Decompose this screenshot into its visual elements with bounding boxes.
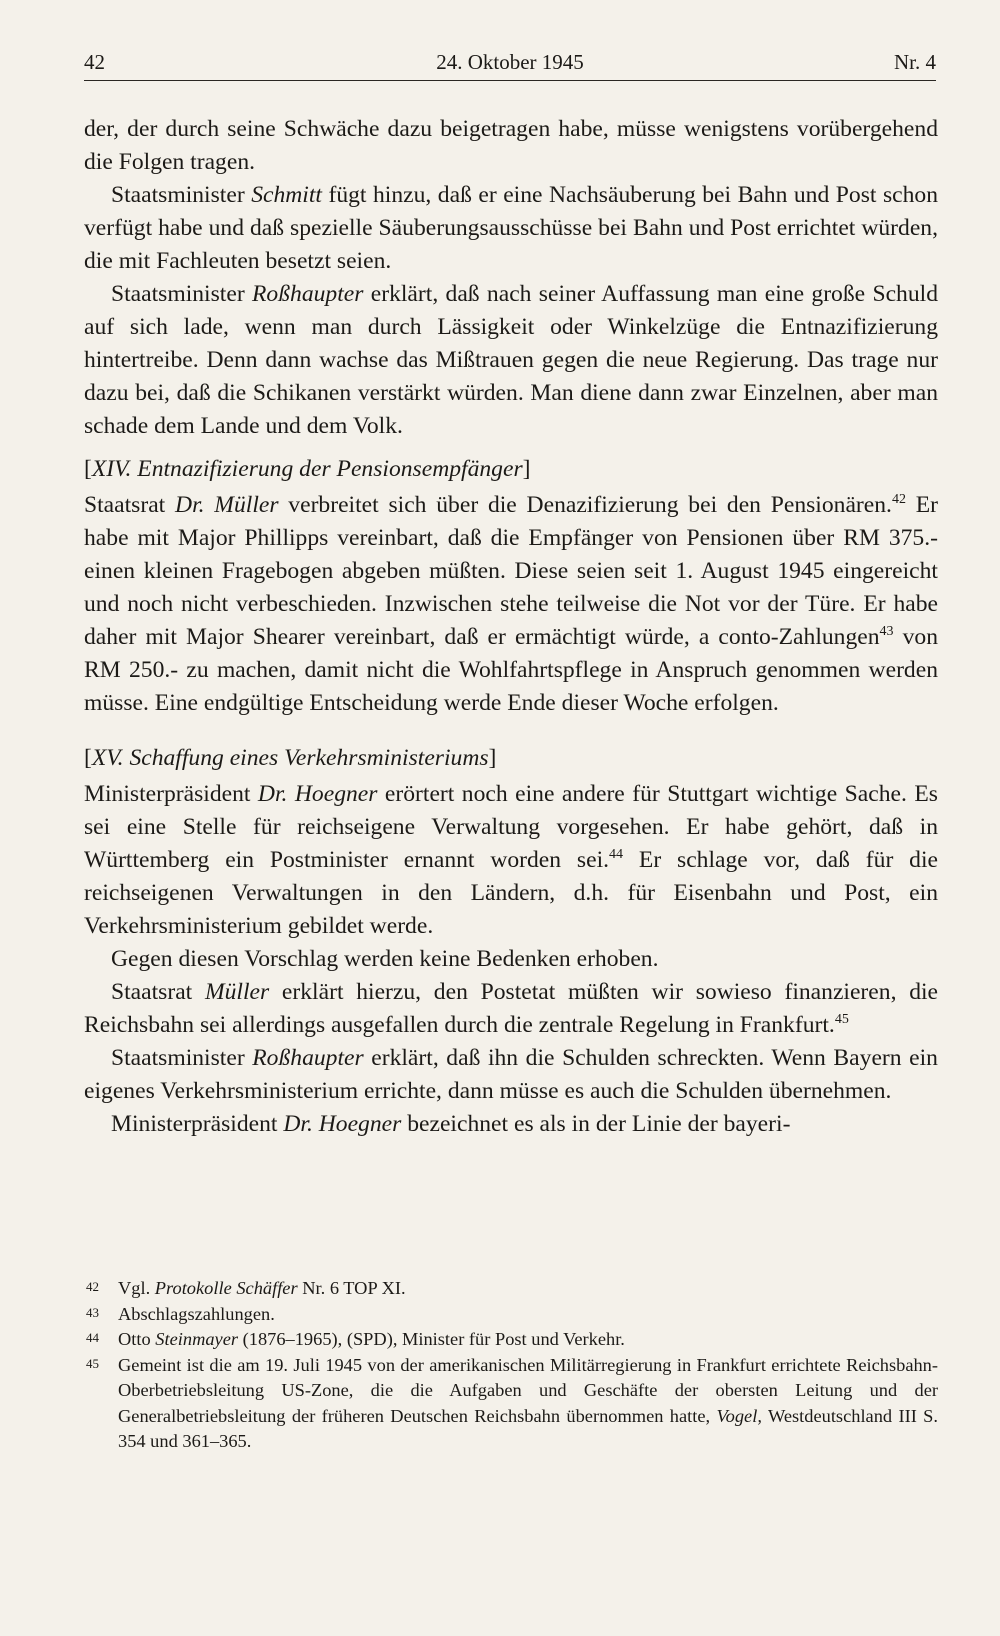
footnote: 42 Vgl. Protokolle Schäffer Nr. 6 TOP XI. [86, 1278, 406, 1298]
paragraph: Gegen diesen Vorschlag werden keine Bedenken erhoben. [111, 946, 659, 972]
page-header [84, 46, 936, 81]
section-heading-xv: [XV. Schaffung eines Verkehrsministeriums] [84, 745, 497, 771]
paragraph: Staatsminister Roßhaupter erklärt, daß nach seiner Auffassung man eine große Schuld auf sich lade, wenn man durch Lässigkeit oder Winkelzüge die Entnazifizierung hintertreibe. Denn dann wachse das Mißtrauen gegen die neue Regierung. Das trage nur dazu bei, daß die Schikanen verstärkt würden. Man diene dann zwar Einzelnen, aber man schade dem Lande und dem Volk. [84, 281, 938, 439]
footnote-ref: 44 [609, 847, 624, 862]
page-number: 42 [84, 50, 105, 74]
footnote-ref: 45 [834, 1012, 849, 1027]
footnote: 43 Abschlagszahlungen. [86, 1303, 275, 1324]
speaker-name: Schmitt [251, 182, 322, 208]
paragraph: Staatsminister Roßhaupter erklärt, daß ihn die Schulden schreckten. Wenn Bayern ein eigenes Verkehrsministerium errichte, dann müsse es auch die Schulden übernehmen. [84, 1045, 938, 1104]
speaker-name: Dr. Müller [175, 492, 279, 518]
speaker-name: Dr. Hoegner [257, 781, 378, 807]
document-number: Nr. 4 [894, 50, 936, 74]
footnote: 44 Otto Steinmayer (1876–1965), (SPD), Minister für Post und Verkehr. [86, 1329, 625, 1349]
paragraph: Staatsminister Schmitt fügt hinzu, daß er eine Nachsäuberung bei Bahn und Post schon verfügt habe und daß spezielle Säuberungsausschüsse bei Bahn und Post errichtet würden, die mit Fachleuten besetzt seien. [84, 182, 938, 274]
section-heading-xiv: [XIV. Entnazifizierung der Pensionsempfänger] [84, 456, 531, 482]
speaker-name: Roßhaupter [252, 281, 364, 307]
paragraph: der, der durch seine Schwäche dazu beigetragen habe, müsse wenigstens vorübergehend die Folgen tragen. [84, 116, 938, 175]
paragraph: Ministerpräsident Dr. Hoegner erörtert noch eine andere für Stuttgart wichtige Sache. Es sei eine Stelle für reichseigene Verwaltung vorgesehen. Er habe gehört, daß in Württemberg ein Postminister ernannt worden sei.$^{44}$ Er schlage vor, daß für die reichseigenen Verwaltungen in den Ländern, d.h. für Eisenbahn und Post, ein Verkehrsministerium gebildet werde. [84, 781, 938, 939]
main-text [84, 113, 938, 1141]
footnote-ref: 43 [879, 624, 894, 639]
speaker-name: Müller [204, 979, 270, 1005]
speaker-name: Roßhaupter [252, 1045, 364, 1071]
footnote: 45 Gemeint ist die am 19. Juli 1945 von der amerikanischen Militärregierung in Frankfurt errichtete Reichsbahn-Oberbetriebsleitung US-Zone, die die Aufgaben und Geschäfte der obersten Leitung und der Generalbetriebsleitung der früheren Deutschen Reichsbahn übernommen hatte, Vogel, Westdeutschland III S. 354 und 361–365. [86, 1354, 938, 1451]
paragraph: Staatsrat Müller erklärt hierzu, den Postetat müßten wir sowieso finanzieren, die Reichsbahn sei allerdings ausgefallen durch die zentrale Regelung in Frankfurt.$^{45}$ [84, 979, 939, 1038]
speaker-name: Dr. Hoegner [283, 1111, 402, 1137]
footnotes [84, 1276, 938, 1455]
header-date: 24. Oktober 1945 [436, 50, 584, 74]
footnote-ref: 42 [891, 492, 906, 507]
paragraph: Ministerpräsident Dr. Hoegner bezeichnet es als in der Linie der bayeri- [111, 1111, 791, 1137]
paragraph: Staatsrat Dr. Müller verbreitet sich über die Denazifizierung bei den Pensionären.$^{42}$ Er habe mit Major Phillipps vereinbart, daß die Empfänger von Pensionen über RM 375.- einen kleinen Fragebogen abgeben müßten. Diese seien seit 1. August 1945 eingereicht und noch nicht verbeschieden. Inzwischen stehe teilweise die Not vor der Türe. Er habe daher mit Major Shearer vereinbart, daß er ermächtigt würde, a conto-Zahlungen$^{43}$ von RM 250.- zu machen, damit nicht die Wohlfahrtspflege in Anspruch genommen werden müsse. Eine endgültige Entscheidung werde Ende dieser Woche erfolgen. [84, 492, 939, 716]
